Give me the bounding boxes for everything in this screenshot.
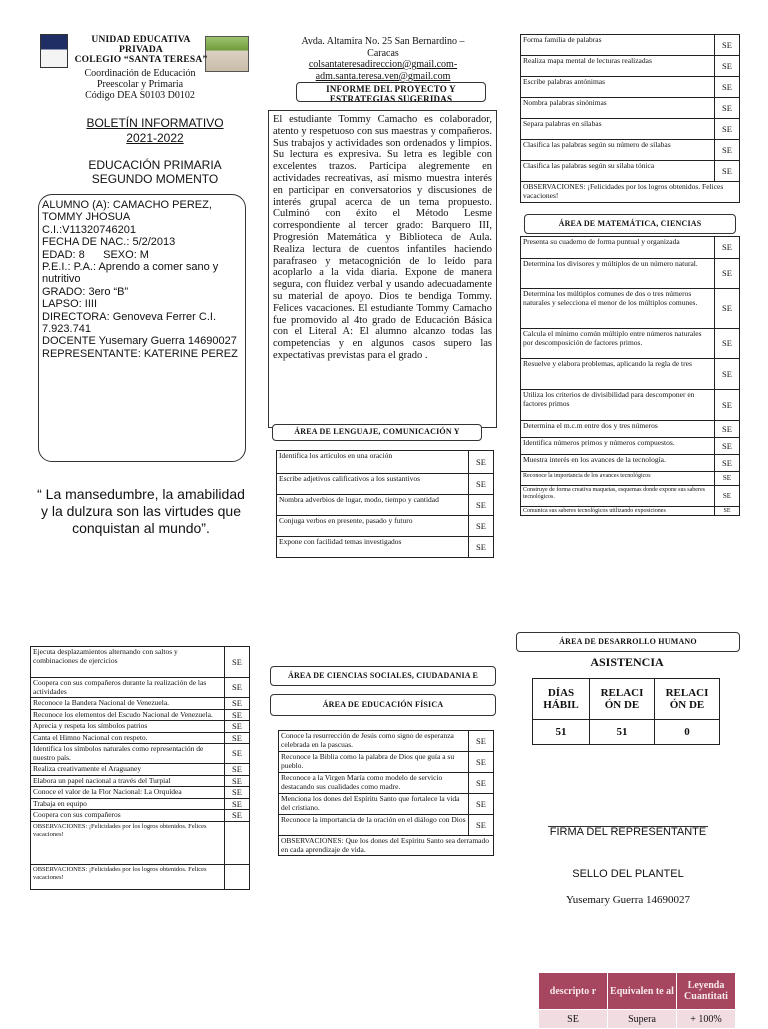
report-heading-line: INFORME DEL PROYECTO Y xyxy=(326,84,456,94)
desarrollo-area-title: ÁREA DE DESARROLLO HUMANO xyxy=(516,632,740,652)
education-level xyxy=(60,158,250,186)
indicator-text: Determina los divisores y múltiplos de un número natural. xyxy=(521,259,715,289)
table-row xyxy=(521,77,740,98)
indicator-value: SE xyxy=(469,537,494,558)
indicator-value: SE xyxy=(715,438,740,455)
table-row xyxy=(31,709,250,721)
address-email: colsantateresadireccion@gmail.com- xyxy=(308,59,458,70)
table-row xyxy=(521,259,740,289)
indicator-value: SE xyxy=(469,516,494,537)
indicator-text: Reconoce la importancia de los avances tecnológicos xyxy=(521,472,715,486)
quote-text: “ La mansedumbre, la amabilidad y la dulzura son las virtudes que conquistan al mundo”. xyxy=(37,486,245,536)
educacion-fisica-area-title: ÁREA DE EDUCACIÓN FÍSICA xyxy=(270,694,496,716)
indicator-text: Clasifica las palabras según su sílaba tónica xyxy=(521,161,715,182)
indicator-value: SE xyxy=(715,119,740,140)
student-info-line: REPRESENTANTE: KATERINE PEREZ xyxy=(42,347,238,360)
teacher-signature: Yusemary Guerra 14690027 xyxy=(565,894,691,906)
lenguaje-continued-table xyxy=(520,34,740,203)
student-info-line: DIRECTORA: Genoveva Ferrer C.I. xyxy=(42,310,217,323)
indicator-text: Identifica los símbolos naturales como representación de nuestro país. xyxy=(31,744,225,764)
indicator-value: SE xyxy=(469,474,494,495)
school-name-line: UNIDAD EDUCATIVA xyxy=(91,35,191,45)
indicator-text: Reconoce la importancia de la oración en el diálogo con Dios xyxy=(279,815,469,836)
legend-value: Supera xyxy=(608,1010,677,1029)
table-row xyxy=(31,647,250,678)
lenguaje-table xyxy=(276,450,494,558)
school-subtitle xyxy=(60,68,220,101)
indicator-value: SE xyxy=(469,794,494,815)
matematica-table xyxy=(520,236,740,516)
indicator-value: SE xyxy=(225,810,250,822)
indicator-text: Reconoce los elementos del Escudo Nacional de Venezuela. xyxy=(31,709,225,721)
indicator-text: Conoce el valor de la Flor Nacional: La Orquídea xyxy=(31,787,225,799)
observations: OBSERVACIONES: ¡Felicidades por los logros obtenidos. Felices vacaciones! xyxy=(31,864,225,889)
legend-header: descripto r xyxy=(539,973,608,1010)
table-row xyxy=(521,455,740,472)
school-name-line: PRIVADA xyxy=(119,45,163,55)
lenguaje-area-title: ÁREA DE LENGUAJE, COMUNICACIÓN Y xyxy=(272,424,482,441)
table-row xyxy=(521,289,740,329)
indicator-text: Coopera con sus compañeros durante la realización de las actividades xyxy=(31,678,225,698)
school-name xyxy=(68,35,214,65)
indicator-value: SE xyxy=(225,775,250,787)
indicator-value: SE xyxy=(715,161,740,182)
indicator-value: SE xyxy=(715,140,740,161)
table-row xyxy=(539,973,736,1010)
table-row xyxy=(521,56,740,77)
table-row xyxy=(277,516,494,537)
indicator-value xyxy=(225,821,250,864)
school-line: Código DEA S0103 D0102 xyxy=(85,90,195,101)
table-row xyxy=(533,679,720,720)
bulletin-title xyxy=(60,116,250,146)
legend-header: Equivalen te al xyxy=(608,973,677,1010)
indicator-text: Trabaja en equipo xyxy=(31,798,225,810)
report-heading-line: ESTRATEGIAS SUGERIDAS xyxy=(329,93,453,102)
indicator-text: Elabora un papel nacional a través del Turpial xyxy=(31,775,225,787)
sociales-area-title: ÁREA DE CIENCIAS SOCIALES, CIUDADANIA E xyxy=(270,666,496,686)
indicator-value: SE xyxy=(469,752,494,773)
student-info-line: C.I.:V11320746201 xyxy=(42,223,136,236)
indicator-value: SE xyxy=(225,764,250,776)
indicator-value: SE xyxy=(469,815,494,836)
attendance-header: RELACI ÓN DE xyxy=(590,679,655,720)
indicator-value: SE xyxy=(715,455,740,472)
legend-value: SE xyxy=(539,1010,608,1029)
indicator-text: Utiliza los criterios de divisibilidad para descomponer en factores primos xyxy=(521,390,715,421)
observations: OBSERVACIONES: ¡Felicidades por los logros obtenidos. Felices vacaciones! xyxy=(31,821,225,864)
education-period: SEGUNDO MOMENTO xyxy=(91,172,219,186)
matematica-area-title: ÁREA DE MATEMÁTICA, CIENCIAS xyxy=(524,214,736,234)
indicator-text: Realiza mapa mental de lecturas realizadas xyxy=(521,56,715,77)
indicator-value: SE xyxy=(715,77,740,98)
school-address xyxy=(268,36,498,82)
student-info-line: TOMMY JHOSUA xyxy=(42,211,131,224)
indicator-value: SE xyxy=(225,798,250,810)
student-info-line: nutritivo xyxy=(42,273,81,286)
address-email: adm.santa.teresa.ven@gmail.com xyxy=(315,70,451,82)
indicator-value: SE xyxy=(715,472,740,486)
attendance-value: 0 xyxy=(655,720,720,745)
indicator-value: SE xyxy=(715,486,740,507)
table-row xyxy=(521,438,740,455)
indicator-value: SE xyxy=(715,35,740,56)
school-seal: SELLO DEL PLANTEL xyxy=(572,868,684,880)
attendance-header: RELACI ÓN DE xyxy=(655,679,720,720)
legend-value: + 100% xyxy=(677,1010,736,1029)
indicator-text: Calcula el mínimo común múltiplo entre números naturales por descomposición de factores primos. xyxy=(521,329,715,359)
school-line: Preescolar y Primaria xyxy=(96,79,184,90)
table-row xyxy=(279,773,494,794)
bulletin-title-line: BOLETÍN INFORMATIVO xyxy=(86,116,224,130)
indicator-value: SE xyxy=(715,237,740,259)
table-row xyxy=(31,744,250,764)
indicator-text: Clasifica las palabras según su número de sílabas xyxy=(521,140,715,161)
table-row xyxy=(31,698,250,710)
indicator-text: Canta el Himno Nacional con respeto. xyxy=(31,732,225,744)
table-row xyxy=(279,752,494,773)
indicator-text: Realiza creativamente el Araguaney xyxy=(31,764,225,776)
indicator-value: SE xyxy=(225,744,250,764)
indicator-text: Aprecia y respeta los símbolos patrios xyxy=(31,721,225,733)
indicator-value: SE xyxy=(469,731,494,752)
table-row xyxy=(277,451,494,474)
table-row xyxy=(31,810,250,822)
table-row xyxy=(31,864,250,889)
indicator-text: Identifica los artículos en una oración xyxy=(277,451,469,474)
table-row xyxy=(31,821,250,864)
table-row xyxy=(279,836,494,856)
report-heading xyxy=(296,82,486,102)
attendance-value: 51 xyxy=(590,720,655,745)
representative-signature: FIRMA DEL REPRESENTANTE xyxy=(549,826,707,838)
table-row xyxy=(521,486,740,507)
student-info-line: ALUMNO (A): CAMACHO PEREZ, xyxy=(42,199,212,211)
indicator-text: Determina los múltiplos comunes de dos o tres números naturales y selecciona el menor de los múltiplos comunes. xyxy=(521,289,715,329)
indicator-value: SE xyxy=(469,451,494,474)
table-row xyxy=(533,720,720,745)
indicator-value: SE xyxy=(225,787,250,799)
indicator-text: Menciona los dones del Espíritu Santo que fortalece la vida del cristiano. xyxy=(279,794,469,815)
indicator-text: Ejecuta desplazamientos alternando con saltos y combinaciones de ejercicios xyxy=(31,647,225,678)
attendance-title: ASISTENCIA xyxy=(590,655,664,669)
table-row xyxy=(279,815,494,836)
indicator-value xyxy=(225,864,250,889)
indicator-value: SE xyxy=(225,678,250,698)
table-row xyxy=(277,537,494,558)
table-row xyxy=(31,775,250,787)
indicator-text: Muestra interés en los avances de la tecnología. xyxy=(521,455,715,472)
indicator-value: SE xyxy=(715,289,740,329)
indicator-value: SE xyxy=(715,259,740,289)
address-line: Avda. Altamira No. 25 San Bernardino – xyxy=(301,36,465,47)
attendance-header: DÍAS HÁBIL xyxy=(533,679,590,720)
indicator-text: Identifica números primos y números compuestos. xyxy=(521,438,715,455)
table-row xyxy=(31,764,250,776)
indicator-text: Conoce la resurrección de Jesús como signo de esperanza celebrada en la pascuas. xyxy=(279,731,469,752)
indicator-value: SE xyxy=(715,390,740,421)
address-city: Caracas xyxy=(367,47,399,59)
indicator-value: SE xyxy=(715,421,740,438)
indicator-text: Nombra palabras sinónimas xyxy=(521,98,715,119)
indicator-value: SE xyxy=(225,647,250,678)
table-row xyxy=(521,329,740,359)
indicator-text: Reconoce la Biblia como la palabra de Dios que guía a su pueblo. xyxy=(279,752,469,773)
table-row xyxy=(521,390,740,421)
attendance-table xyxy=(532,678,720,745)
indicator-value: SE xyxy=(715,329,740,359)
indicator-text: Presenta su cuaderno de forma puntual y organizada xyxy=(521,237,715,259)
table-row xyxy=(521,359,740,390)
sociales-fisica-table xyxy=(30,646,250,910)
table-row xyxy=(279,731,494,752)
indicator-text: Conjuga verbos en presente, pasado y futuro xyxy=(277,516,469,537)
table-row xyxy=(31,721,250,733)
student-info-line: LAPSO: IIII xyxy=(42,298,98,311)
student-info-line: FECHA DE NAC.: 5/2/2013 xyxy=(42,236,176,249)
religion-table xyxy=(278,730,494,856)
school-logo xyxy=(40,34,68,68)
indicator-text: Escribe palabras antónimas xyxy=(521,77,715,98)
student-info-box xyxy=(38,194,246,462)
table-row xyxy=(279,794,494,815)
indicator-value: SE xyxy=(469,773,494,794)
table-row xyxy=(521,182,740,203)
indicator-text: Resuelve y elabora problemas, aplicando la regla de tres xyxy=(521,359,715,390)
report-text: El estudiante Tommy Camacho es colaborador, atento y respetuoso con sus maestras y compañeros. Sus trabajos y actividades son ordenados y limpios. Su lectura es expresiva. Su letra es legible con excelentes trazos. Participa alegremente en actividades recreativas, así mismo muestra interés en participar en conversatorios y discusiones de interés grupal acerca de un tema propuesto. Culminó con éxito el Método Lesme correspondiente al tercer grado: Barquero III, Progresión Matemática y Biblioteca de Aula. Realiza lectura de cuentos infantiles haciendo parafraseo y metacognición de lo leído para acoplarlo a la vida diaria. Expone de manera segura, con fluidez verbal y usando adecuadamente su material de apoyo. Dios te bendiga Tommy. Felices vacaciones. El estudiante Tommy Camacho fue promovido al 4to grado de Educación Básica con el Literal A: El alumno alcanzo todas las competencias y en algunos casos supero las expectativas previstas para el grado . xyxy=(268,110,497,428)
table-row xyxy=(521,98,740,119)
indicator-text: Determina el m.c.m entre dos y tres números xyxy=(521,421,715,438)
indicator-value: SE xyxy=(225,721,250,733)
table-row xyxy=(31,787,250,799)
indicator-value: SE xyxy=(715,507,740,516)
indicator-value: SE xyxy=(225,732,250,744)
table-row xyxy=(521,421,740,438)
table-row xyxy=(539,1010,736,1029)
indicator-text: Nombra adverbios de lugar, modo, tiempo y cantidad xyxy=(277,495,469,516)
student-info-line: 7.923.741 xyxy=(42,323,91,336)
indicator-text: Forma familia de palabras xyxy=(521,35,715,56)
observations: OBSERVACIONES: Que los dones del Espíritu Santo sea derramado en cada aprendizaje de vida. xyxy=(279,836,494,856)
indicator-text: Expone con facilidad temas investigados xyxy=(277,537,469,558)
table-row xyxy=(277,474,494,495)
school-line: Coordinación de Educación xyxy=(84,68,196,79)
indicator-text: Coopera con sus compañeros xyxy=(31,810,225,822)
table-row xyxy=(521,140,740,161)
student-info-line: GRADO: 3ero “B” xyxy=(42,285,129,298)
student-info-line: EDAD: 8 SEXO: M xyxy=(42,248,149,261)
table-row xyxy=(521,507,740,516)
table-row xyxy=(521,119,740,140)
table-row xyxy=(521,35,740,56)
education-level-line: EDUCACIÓN PRIMARIA xyxy=(88,158,222,172)
bulletin-year: 2021-2022 xyxy=(126,131,184,145)
indicator-text: Escribe adjetivos calificativos a los sustantivos xyxy=(277,474,469,495)
indicator-value: SE xyxy=(469,495,494,516)
student-info-line: P.E.I.: P.A.: Aprendo a comer sano y xyxy=(42,261,219,274)
indicator-text: Construye de forma creativa maquetas, esquemas donde expone sus saberes tecnológicos. xyxy=(521,486,715,507)
indicator-value: SE xyxy=(715,56,740,77)
table-row xyxy=(521,472,740,486)
table-row xyxy=(521,237,740,259)
table-row xyxy=(31,732,250,744)
indicator-value: SE xyxy=(225,709,250,721)
indicator-text: Comunica sus saberes tecnológicos utilizando exposiciones xyxy=(521,507,715,516)
indicator-text: Reconoce a la Virgen María como modelo de servicio destacando sus cualidades como madre. xyxy=(279,773,469,794)
indicator-value: SE xyxy=(715,359,740,390)
indicator-value: SE xyxy=(715,98,740,119)
student-info-line: DOCENTE Yusemary Guerra 14690027 xyxy=(42,335,237,348)
table-row xyxy=(31,798,250,810)
legend-table xyxy=(538,972,736,1029)
table-row xyxy=(521,161,740,182)
indicator-text: Reconoce la Bandera Nacional de Venezuela. xyxy=(31,698,225,710)
legend-header: Leyenda Cuantitati xyxy=(677,973,736,1010)
attendance-value: 51 xyxy=(533,720,590,745)
observations: OBSERVACIONES: ¡Felicidades por los logros obtenidos. Felices vacaciones! xyxy=(521,182,740,203)
table-row xyxy=(31,678,250,698)
indicator-value: SE xyxy=(225,698,250,710)
indicator-text: Separa palabras en sílabas xyxy=(521,119,715,140)
table-row xyxy=(277,495,494,516)
school-name-line: COLEGIO “SANTA TERESA” xyxy=(74,55,208,65)
